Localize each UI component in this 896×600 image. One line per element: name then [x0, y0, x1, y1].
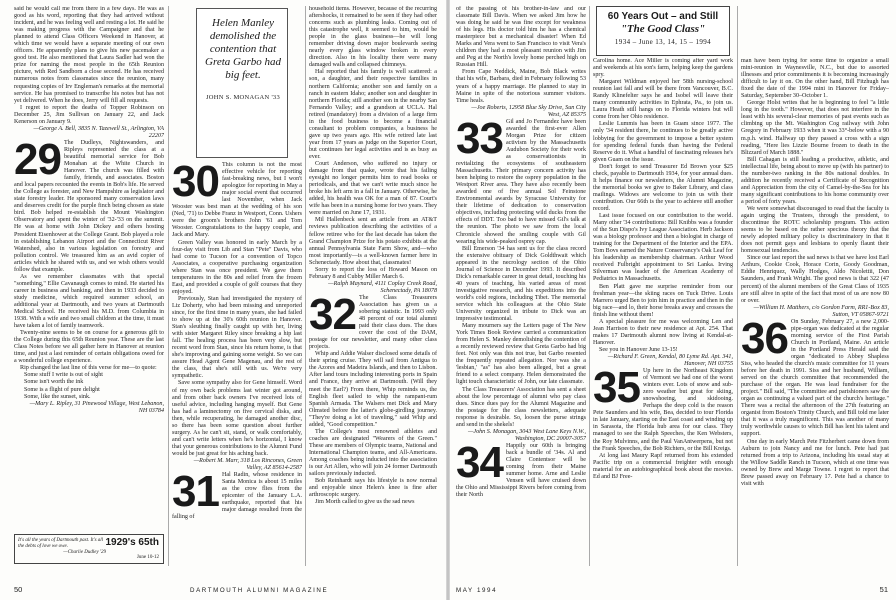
- class-entry-36: [741, 313, 889, 439]
- class-year-number: 32: [309, 289, 356, 339]
- signature: —Robert M. Marr, 318 Los Rincones, Green Valley, AZ 85614-2587: [193, 457, 302, 472]
- paragraph: We were somewhat discouraged to read that the faculty is again urging the Trustees, through the president, to discontinue the ROTC scholarship program. This action seems to be based on the rather specious theory that the newly adopted military policy is discriminatory in that it does not permit gays and lesbians to openly flaunt their homosexual tendencies.: [741, 205, 889, 255]
- paragraph: Twenty-nine seems to be on course for a generous gift to the College during this 65th Reunion year. These are the last Class Notes before we all gather here in Hanover at reunion time, and just a last reminder of certain obligations owed for a wonderful college experience.: [14, 330, 164, 365]
- class-entry-30: [172, 162, 302, 240]
- left-column-2-top: [172, 6, 192, 156]
- signature: —Mary L. Ripley, 31 Pinewood Village, West Lebanon, NH 03784: [29, 400, 164, 414]
- reunion-heading-line3: 1934 – June 13, 14, 15 – 1994: [614, 38, 712, 46]
- ad-author: —Charlie Dudley '29: [63, 550, 106, 555]
- paragraph: Hal Radin, whose residence in Santa Monica is about 15 miles as the crow flies from the epicenter of the January L.A. earthquake, reported that his major damage resulted from the falling of: [172, 472, 302, 521]
- pull-quote-attribution: JOHN S. MONAGAN '33: [205, 94, 281, 101]
- paragraph: Bob Reinhardt says his lifestyle is now normal and enjoyable since Helen's knee is fine after arthroscopic surgery.: [309, 478, 437, 499]
- reunion-ad-box: [14, 534, 164, 564]
- paragraph: The Dudleys, Nightswanders, and Ripleys represented the class at a beautiful memorial service for Bob Monahan at the White Church in Hanover. The church was filled with family, friends, and associates. Boston and local papers recounted the events in Bob's life. He served the College as forester, and New Hampshire as legislator and state forestry leader. He sponsored many conservation laws and deserves credit for the purple finch being chosen as state bird. Bob helped re-establish the Mount Washington Observatory and spent the winter of '32-'33 on the summit. He was at home with John Dickey and others hosting President Eisenhower at the College Grant. Bob played a role in establishing Lebanon Airport and the Connecticut River Watershed, also in various legislation on forestry and pollution control. We treasured him as an avid copier of articles which he shared with us, and we wish others would follow that example.: [14, 139, 164, 273]
- verse-line: Some stuff I write is out of sight: [24, 372, 103, 379]
- paragraph: George Holst writes that he is beginning to feel "a little long in the tooth." However, that does not interfere in the least with his several-clear memories of past events such as climbing up the Mt. Washington Cog railway with John Gregory in February 1933 when it was 33°-below with a 90 m.p.h. wind. Halfway up they passed a cross with a sign reading, "Here lies Lizzie Bourne frozen to death in the Blizzard of March 1888.": [741, 100, 889, 156]
- signature: —John S. Monagan, 3043 West Lane Keys N.W., Washington, DC 20007-3057: [467, 428, 586, 442]
- page-number: 51: [879, 585, 888, 594]
- paragraph: On Sunday, February 27, a new 2,000-pipe-organ was dedicated at the regular morning service of the First Parish Church in Portland, Maine. An article in the Portland Press Herald said the organ "dedicated to Abbey Shapless Siss, who headed the church's music committee for 11 years before her death in 1991. Siss and her husband, William, served on the church committee that recommended the purchase of the organ. He was lead fundraiser for the project." Bill said, "The committee and parishioners saw the organ as continuing a valued part of the church's heritage." There was a recital the afternoon of the 27th featuring an organist from Boston's Trinity Church, and Bill told me later that it was a truly magnificent. This was another of many truly worthwhile causes to which Bill has lent his talent and support.: [741, 318, 889, 438]
- paragraph: Rip changed the last line of this verse for me—to quote:: [20, 365, 157, 372]
- verse-line: Some isn't worth the ink: [24, 379, 84, 386]
- class-entry-32: [309, 289, 437, 351]
- paragraph: The Class Treasurers Association has given us a sobering statistic. In 1993 only 48 percent of our total alumni paid their class dues. The dues cover the cost of the DAM, postage for our newsletter, and many other class projects.: [309, 294, 437, 351]
- paragraph: Court Anderson, who suffered no injury or damage from that quake, wrote that his failing eyesight no longer permits him to read books or periodicals, and that we can't write much since he broke his left arm in a fall in January. Otherwise, he added, his health was OK for a man of 87. Court's wife has been in a nursing home for two years. They were married on June 17, 1931.: [309, 161, 437, 217]
- class-year-number: 33: [456, 113, 503, 163]
- paragraph: Mil Hallenbeck sent an article from an AT&T reviews publication describing the activities of a fellow retiree who for the last decade has taken the Grand Champion Prize for his potato exhibits at the annual Pennsylvania State Farm Show, and—who most importantly—is a well-known farmer here in Schenectady. How about that, classmates!: [309, 217, 437, 266]
- ad-title: 1929's 65th: [105, 537, 159, 548]
- reunion-heading-box: [596, 6, 730, 56]
- pull-quote-text: Helen Manley demolished the contention that Greta Garbo had big feet.: [205, 17, 281, 81]
- paragraph: The Class Treasurers' Association has sent a sheet about the low percentage of alumni who pay class dues. Since dues pay for the Alumni Magazine and the postage for the class newsletters, adequate response is desirable. So, loosen the purse strings and send in the shekels!: [456, 386, 586, 428]
- paragraph: One day in early March Pete Fitzherbert came down from Auburn to join Nancy and me for lunch. Pete had just returned from a trip to Arizona, including his usual stay at the Willow Saddle Ranch in Tucson, which at one time was owned by Brew and Marge Towne. I regret to report that Brew passed away on February 17. Pete had a chance to visit with: [741, 438, 889, 487]
- left-page: [0, 0, 446, 600]
- signature: —William H. Matthers, c/o Gordon Farm, RR1-Box 83, Sutton, VT 05867-9721: [753, 304, 889, 318]
- left-column-1: [14, 6, 164, 534]
- reunion-heading-line2: "The Good Class": [620, 23, 706, 35]
- class-year-number: 30: [172, 162, 219, 206]
- class-year-number: 31: [172, 467, 219, 517]
- paragraph: Don't forget to send Treasurer Ed Brown your $25 check, payable to Dartmouth 1934, for your annual dues. It helps finance our newsletters, the Alumni Magazine, the memorial books we give to Baker Library, and class mailings. Widows are welcome to join us with their contribution. Our 66th is the year to achieve still another record.: [593, 163, 733, 212]
- paragraph: A special pleasure for me was welcoming Len and Jean Harrison to their new residence at Apt. 254. That makes 17 Dartmouth alumni now living at Kendal-at-Hanover.: [593, 318, 733, 346]
- ad-date: June 10-12: [136, 555, 159, 560]
- class-entry-34: [456, 437, 586, 499]
- paragraph: said he would call me from there in a few days. He was as good as his word, reporting that they had arrived without incident, and he was feeling well and resting a lot. He said he was making progress with the Campaigner and that he planned to attend Class Officers Weekend in Hanover, at which time we would have a separate meeting of our own officers. He apparently plans to give his new pacemaker a good test. He also mentioned that Laura Sadler had won the prize for naming the most people in the 65th Reunion picture, with Red Sandborn a close second. He has received numerous notes from classmates since the reunion, many requesting copies of Irv Engleman's remarks at the memorial service. He has promised to transcribe his notes but has not yet delivered. When he does, Jerry will fill all requests.: [14, 6, 164, 104]
- signature: —Richard F. Green, Kendal, 80 Lyme Rd. Apt. 341, Hanover, NH 03755: [607, 353, 733, 368]
- paragraph: Jim Morth called to give us the sad news: [315, 499, 415, 506]
- paragraph: Leslie Lummis has been in Guam since 1977. The only '34 resident there, he continues to be greatly active lobbying for the government to impose a better system for spending federal funds than having the Federal Reserve do it. What a handful of fascinating releases he's given Guam on the issue.: [593, 121, 733, 163]
- paragraph: man have been trying for some time to organize a small mini-reunion in Waynesville, N.C., but due to assorted illnesses and prior commitments it is becoming increasingly difficult to lay it on. On the other hand, Bill Fitzhugh has fixed the date of the 1994 mini in Hanover for Friday–Saturday, September 30–October 1.: [741, 58, 889, 100]
- paragraph: Last issue focused on our contribution to the world. Many other '34 contributions: Bill Knibbs was a founder of the Sun Dispo's Ivy League Association. Herb Jackson was a biology professor and then a biologist in charge of training for the Department of the Interior and the EPA. Tom Bovs earned the Nature Conservancy's Oak Leaf for his leadership as membership chairman. Arthur Wood received Fulbright appointment to Sri Lanka. Irving Silverman was leader of the American Academy of Pediatrics in Massachusetts.: [593, 213, 733, 283]
- paragraph: Happily our 60th is bringing back a bundle of '34s. Al and Claire Contentsor will be coming from their Maine summer home. Arne and Leslie Vensen will have cruised down the Ohio and Mississippi Rivers before coming from their North: [456, 442, 586, 499]
- column-divider: [168, 6, 169, 566]
- class-year-number: 35: [593, 363, 640, 413]
- signature: —Joe Roberts, 12958 Blue Sky Drive, Sun City West, AZ 85375: [471, 104, 586, 118]
- paragraph: Up here in the Northeast Kingdom of Vermont we had one of the worst winters ever. Lots of snow and sub-zero weather but great for skiing, snowshoeing, and skidooing. Perhaps the deep cold is the reason Pete Saunders and his wife, Bea, decided to tour Florida in late January, starting on the East coast and winding up in Sarasota, the Florida hub area for our class. They managed to see the Ralph Speeches, the Ken Websters, the Roy Mulvinns, and the Paul VanAntwerpens, but not the Frank Speeches, the Bob Richters, or the Bill Kreigs.: [593, 368, 733, 452]
- running-foot: DARTMOUTH ALUMNI MAGAZINE: [190, 587, 329, 594]
- verse-line: Some, like the sunset, sink.: [24, 393, 91, 400]
- column-divider: [737, 6, 738, 566]
- right-page: [450, 0, 896, 600]
- class-entry-33: [456, 113, 586, 246]
- paragraph: Green Valley was honored in early March by a four-day visit from Lib and Stan "Pete" Davis, who had come to Tucson for a convention of Topco Associates, a cooperative purchasing organization where Stan was once president. We gave them temperatures in the 80s and relief from the frozen East, and provided a couple of golf courses that they enjoyed.: [172, 239, 302, 295]
- paragraph: Previously, Stan had investigated the mystery of Liz Doherty, who had been missing and unreported since, for the first time in many years, she had failed to show up at the 30's 60th reunion in Hanover. Stan's sleuthing finally caught up with her, living with sister Margaret Riley since breaking a hip last fall. The healing process has been very slow, but recent word from Stan, since his return home, is that she's improving and gaining some weight. So we can assure Head Agent Gene Magenau, and the rest of the class, that she's still with us. We're very sympathetic.: [172, 295, 302, 380]
- signature: —George A. Bell, 3835 N. Tazewell St., Arlington, VA 22207: [33, 125, 164, 139]
- signature: —Ralph Maynard, 4111 Coplay Creek Road, Schenectady, PA 18078: [328, 280, 437, 294]
- column-divider: [305, 6, 306, 566]
- right-column-2: [593, 58, 733, 572]
- paragraph: Gil and Jo Fernandez have been awarded the first-ever Allen Morgan Prize for citizen activism by the Massachusetts Audubon Society for their work as conservationists in revitalizing the ecosystems of southeastern Massachusetts. Their primary concern activity has been helping to restore the osprey population in the Westport River area. They have also recently been awarded one of five annual Sol Feinstone Environmental awards by Syracuse University for their lifetime of dedication to conservation objectives, including protecting wild ducks from the effects of DDT. Too bad to have missed Gil's talk at the reunion. The photo we saw from the local Chronicle showed the smiling couple with Gil wearing his wide-peaked osprey cap.: [456, 118, 586, 245]
- verse-line: Some is a flight of pure delight: [24, 386, 100, 393]
- class-year-number: 36: [741, 313, 788, 363]
- paragraph: At long last Maury Rapf returned from his extended Pacific trip on a commercial freighter with enough material for an autobiographical book about the movies. Ed and BJ Free-: [593, 452, 733, 480]
- paragraph: household items. However, because of the recurring aftershocks, it remained to be seen if they had other concerns such as plumbing leaks. Coming out of this catastrophe well, it seemed to him, would be people in the glass business—he will long remember driving down major boulevards seeing nearly every glass window broken in every direction. Also in his locality there were many damaged walls and collapsed chimneys.: [309, 6, 437, 69]
- paragraph: Many mourners say the Letters page of The New York Times Book Review carried a communication from Helen S. Manley demolishing the contention of a recently reviewed review that Greta Garbo had big feet. Not only was this not true, but Garbo resented the frequently repeated allegation. Nor was she a 'lesbian,' "as" has also been alleged, but a great friend to a select company. Helen demonstrated the light touch characteristic of John, our late classmate.: [456, 323, 586, 386]
- paragraph: Ben Platt gave me surprise reminder from our freshman year—the skiing races on Tuck Drive. Louis Marrero urged Ben to join him in practice and then in the big race—and lo, their horse breaks away and crosses the finish line without them!: [593, 283, 733, 318]
- paragraph: Sorry to report the loss of Howard Mason on February 8 and Cubby Miller March 6.: [309, 266, 437, 280]
- running-foot: MAY 1994: [456, 587, 498, 594]
- paragraph: From Cape Neddick, Maine, Bob Black writes that his wife, Barbara, died in February following 53 years of a happy marriage. He planned to stay in Maine in spite of the notorious summer visitors. Time heals.: [456, 69, 586, 104]
- pull-quote-box: [196, 8, 288, 158]
- paragraph: I regret to report the deaths of Topper Robinson on December 25, Jim Sullivan on January 22, and Jack Kenerson on January 9.: [14, 104, 164, 125]
- paragraph: Carolina home. Ace Miller is coming after yard work and weekends at his son's farm, helping keep the gardens spry.: [593, 58, 733, 79]
- paragraph: Bill Cahagan is still leading a productive, athletic, and intellectual life, being about to move up (with his partner) to the number-two ranking in the 80s national doubles. In addition he recently received a Certificate of Recognition and Appreciation from the city of Camel-by-the-Sea for his many significant contributions to his home community over a period of forty years.: [741, 156, 889, 205]
- paragraph: Since our last report the sad news is that we have lost Earl Arthurs, Cookie Cook, Horace Corin, Goody Goodman, Eddie Henriquez, Wally Hodges, Aldo Nicolettii, Don Saunders, and Frank Wright. The good news is that 322 (47 percent) of the alumni members of the Great Class of 1935 are still alive in spite of the fact that most of us are now 80 or over.: [741, 255, 889, 304]
- class-entry-35: [593, 363, 733, 453]
- paragraph: As we remember classmates with that special "something," Ellie Cavanaugh comes to mind. He started his career in business and banking, and then in 1933 decided to study medicine, which required summer school, an additional year at Dartmouth, and two years at Dartmouth Medical School. He received his M.D. from Columbia in 1938. With a wife and two small children at the time, it must have taken a lot of family teamwork.: [14, 273, 164, 330]
- paragraph: Bill Emerson '34 has sent us for the class record the extensive obituary of Dick Goldthwait which appeared in the necrology section of the Ohio Journal of Science in December 1993. It described Dick's remarkable career in great detail, touching his 40 years of teaching, his varied areas of most investigative research, and his expeditions into the world's cold regions, including Tibet. The memorial service which his colleagues at the Ohio State University organized in tribute to Dick was an impressive testimonial.: [456, 245, 586, 323]
- class-entry-31: [172, 467, 302, 521]
- class-year-number: 29: [14, 134, 61, 184]
- class-year-number: 34: [456, 437, 503, 487]
- reunion-heading-line1: 60 Years Out – and Still: [607, 11, 719, 22]
- paragraph: Margaret Wildman enjoyed her 58th nursing-school reunion last fall and will be there from Vancouver, B.C. Randy Klinefelter says he and Isobel will leave their many community activities in Ephrata, Pa., to join us. Laura Heath still hangs on to Florida winters but will come from her Ohio residence.: [593, 79, 733, 121]
- right-column-3: [741, 58, 889, 572]
- page-number: 50: [14, 585, 23, 594]
- class-entry-29: [14, 134, 164, 274]
- column-divider: [589, 6, 590, 566]
- left-column-2: [172, 162, 302, 562]
- paragraph: The College's most renowned athletes and coaches are designated "Wearers of the Green." These are members of Olympic teams, National and International Champion teams, and All-Americans. Among coaches being inducted into the association is our Art Allen, who will join 24 former Dartmouth sailors previously inducted.: [309, 428, 437, 478]
- left-column-3: [309, 6, 437, 568]
- paragraph: of the passing of his brother-in-law and our classmate Bill Davis. When we asked Jim how he was doing he said he was fine except for weakness of his legs. His doctor told him he has a chemical masterpiece but a mechanical disaster! When Ed Marks and Vera went to San Francisco to visit Vera's children they had a most pleasant reunion with Jim and Peg at the North's lovely home perched high on Russian Hill.: [456, 6, 586, 69]
- paragraph: See you in Hanover June 13-15!: [599, 346, 678, 353]
- ad-text: It's all the years of Dartmouth past. It's all the debts of love we owe.: [18, 538, 104, 549]
- paragraph: This column is not the most effective vehicle for reporting fast-breaking news, but I won't apologize for reporting in May a major social event that occurred last November, when Jack Wooster was best man at the wedding of his son (Ned, '71) to Debbe Franz in Westport, Conn. Ushers were the groom's brothers John '61 and Tom Wooster. Congratulations to the happy couple, and Jack and Mary.: [172, 162, 302, 239]
- paragraph: Save some sympathy also for Gene himself. Word of my own back problems last winter got around, and from other back owners I've received lots of useful advice, including hanging myself. But Gene has had a laminectomy on five cervical disks, and then, while recuperating, he damaged another disc, so there has been some question about further surgery. As he can't sit, stand, or walk comfortably, and can't write letters when he's horizontal, I know that your generous contributions to the Alumni Fund would be just great for his aching back.: [172, 380, 302, 457]
- paragraph: Hal reported that his family is well scattered: a son, a daughter, and their respective families in northern California; another son and family on a ranch in eastern Idaho; another son and daughter in northern Florida; still another son in the nearby San Fernando Valley; and a grandson at UCLA. Hal retired (mandatory) from a division of a large firm in the food business to become a financial consultant to problem companies, a business he gave up two years ago. His wife retired late last year from 17 years as judge on the Superior Court, but continues her legal activities and is as busy as ever.: [309, 69, 437, 160]
- paragraph: Whip and Addie Walser disclosed some details of their spring cruise. They will sail from Antigua to the Azores and Madeira Islands, and then to Lisbon. After land tours including interesting ports in Spain and France, they arrive at Dartmouth. (Will they meet the Earl?) From there, Whip reminds us, the English fleet sailed to whip the rampant-rum Spanish Armada. The Walsers met Dick and Mary Olmsted before the latter's globe-girdling journey. "They're doing a lot of traveling," said Whip and added, "Good competition.": [309, 351, 437, 428]
- right-column-1: [456, 6, 586, 572]
